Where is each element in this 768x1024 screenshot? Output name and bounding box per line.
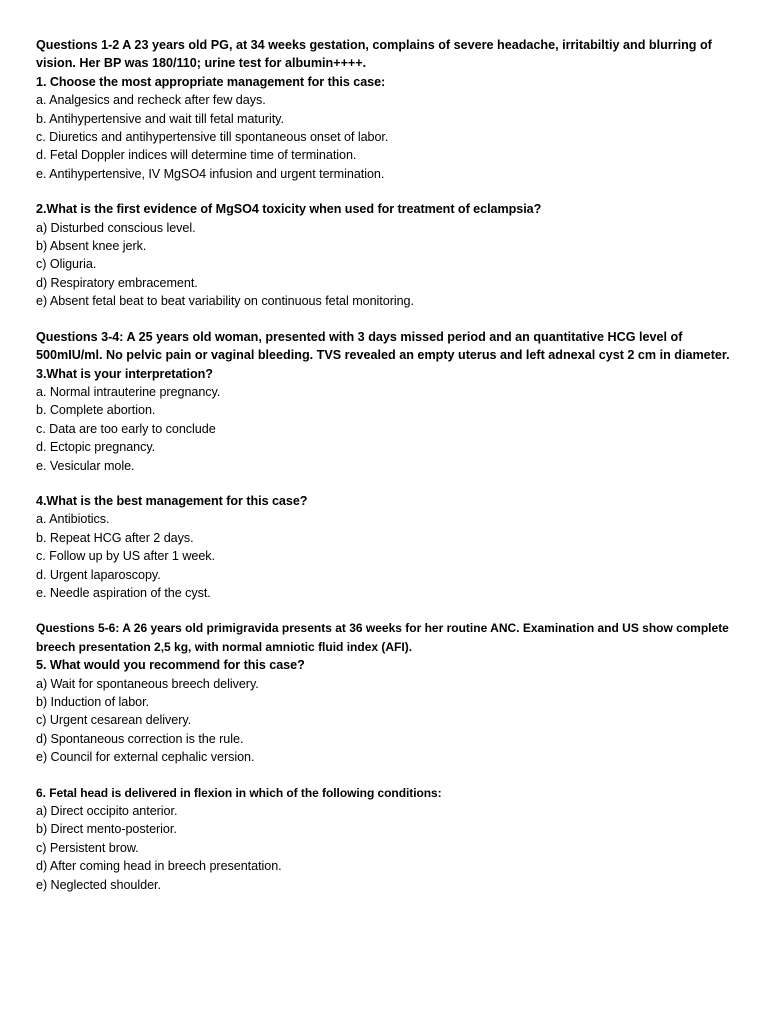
option-2b: b) Absent knee jerk. [36,239,147,254]
option-3e: e. Vesicular mole. [36,458,135,473]
question-block-3 [36,328,736,475]
case-stem-3-4: Questions 3-4: A 25 years old woman, presented with 3 days missed period and an quantitative HCG level of 500mIU/ml. No pelvic pain or vaginal bleeding. TVS revealed an empty uterus and left adnexal cyst 2 cm in diameter. [36,329,730,363]
option-1d: d. Fetal Doppler indices will determine time of termination. [36,148,357,163]
question-4: 4.What is the best management for this case? [36,493,308,508]
question-5: 5. What would you recommend for this case? [36,658,305,673]
option-4c: c. Follow up by US after 1 week. [36,549,215,564]
option-1e: e. Antihypertensive, IV MgSO4 infusion and urgent termination. [36,166,385,181]
question-block-1 [36,36,736,183]
option-1a: a. Analgesics and recheck after few days. [36,93,266,108]
option-5c: c) Urgent cesarean delivery. [36,713,192,728]
case-stem-1-2: Questions 1-2 A 23 years old PG, at 34 weeks gestation, complains of severe headache, irritabiltiy and blurring of vision. Her BP was 180/110; urine test for albumin++++. [36,38,712,71]
option-3b: b. Complete abortion. [36,403,156,418]
question-block-6 [36,784,736,894]
option-4d: d. Urgent laparoscopy. [36,567,161,582]
option-6d: d) After coming head in breech presentation. [36,859,282,874]
question-2: 2.What is the first evidence of MgSO4 toxicity when used for treatment of eclampsia? [36,202,542,217]
option-1b: b. Antihypertensive and wait till fetal maturity. [36,111,284,126]
option-5a: a) Wait for spontaneous breech delivery. [36,676,259,691]
option-2d: d) Respiratory embracement. [36,275,198,290]
option-4a: a. Antibiotics. [36,512,110,527]
question-block-5 [36,619,736,766]
case-stem-5-6: Questions 5-6: A 26 years old primigravida presents at 36 weeks for her routine ANC. Examination and US show complete breech presentation 2,5 kg, with normal amniotic fluid index (AFI). [36,621,729,654]
option-5d: d) Spontaneous correction is the rule. [36,731,244,746]
question-block-4 [36,492,736,602]
option-3a: a. Normal intrauterine pregnancy. [36,384,221,399]
option-6b: b) Direct mento-posterior. [36,822,177,837]
option-3d: d. Ectopic pregnancy. [36,440,156,455]
option-1c: c. Diuretics and antihypertensive till spontaneous onset of labor. [36,130,389,145]
option-2a: a) Disturbed conscious level. [36,220,196,235]
option-6c: c) Persistent brow. [36,840,139,855]
question-1: 1. Choose the most appropriate management for this case: [36,74,386,89]
option-5e: e) Council for external cephalic version. [36,750,255,765]
option-3c: c. Data are too early to conclude [36,421,216,436]
question-3: 3.What is your interpretation? [36,366,213,381]
question-6: 6. Fetal head is delivered in flexion in which of the following conditions: [36,785,442,800]
option-5b: b) Induction of labor. [36,695,150,709]
option-2c: c) Oliguria. [36,257,97,272]
option-2e: e) Absent fetal beat to beat variability on continuous fetal monitoring. [36,294,414,309]
question-block-2 [36,200,736,310]
option-6e: e) Neglected shoulder. [36,877,161,892]
option-6a: a) Direct occipito anterior. [36,804,178,819]
option-4e: e. Needle aspiration of the cyst. [36,585,211,600]
document-page [36,36,736,911]
option-4b: b. Repeat HCG after 2 days. [36,530,194,545]
